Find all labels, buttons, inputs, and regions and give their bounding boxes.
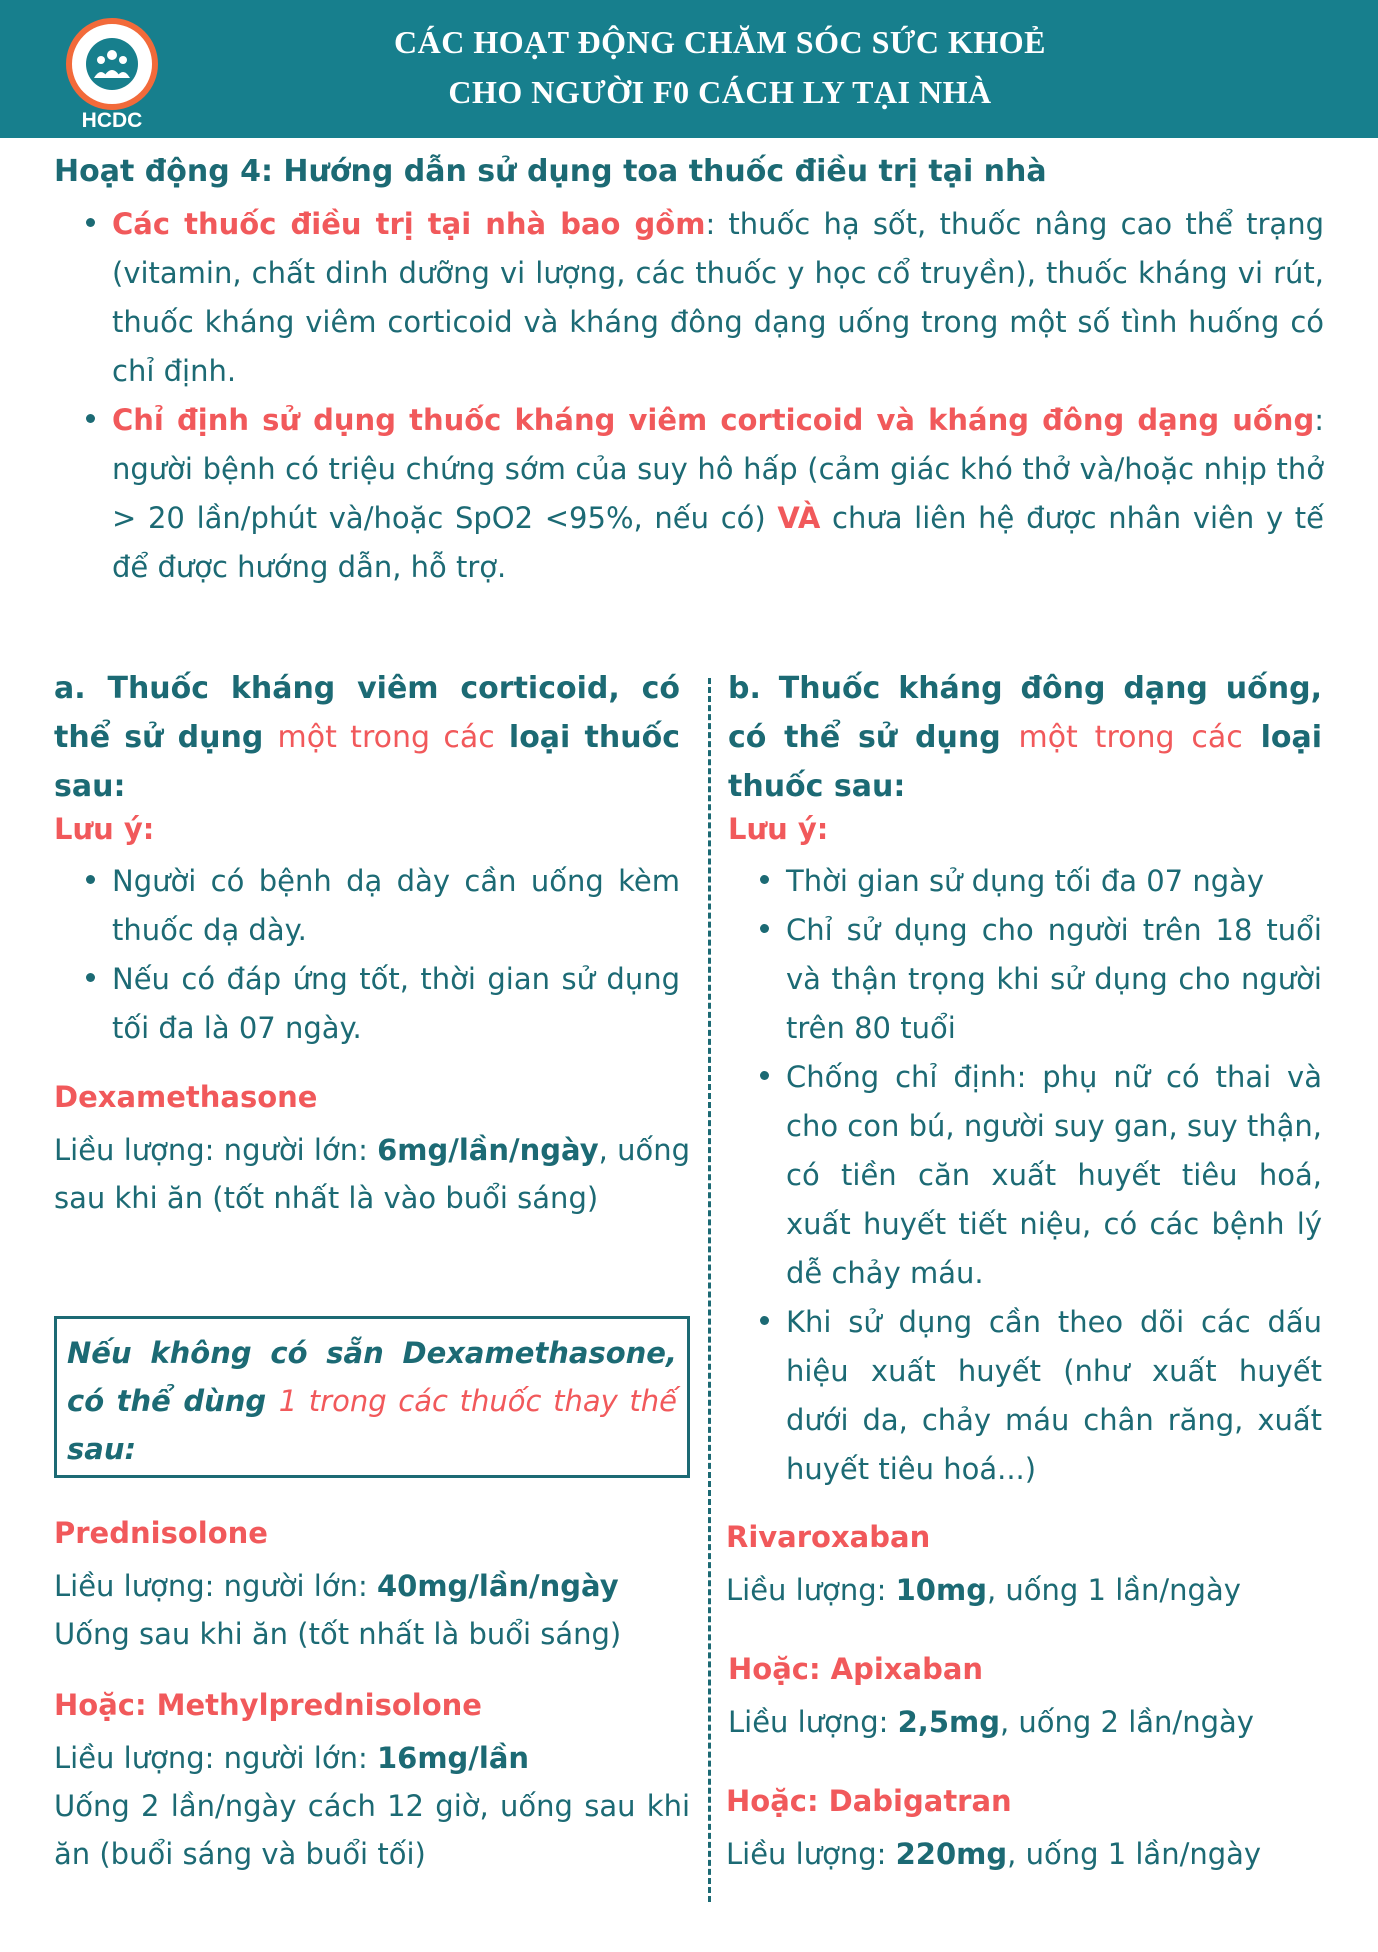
box-text: Nếu không có sẵn Dexamethasone, có thể dùng — [67, 1336, 677, 1418]
bullet-text: : người bệnh có triệu chứng sớm của suy hô hấp (cảm giác khó thở và/hoặc nhịp thở > 20 lần/phút và/hoặc SpO2 <95%, nếu có) — [112, 403, 1324, 535]
dose-label: Liều lượng: người lớn: — [54, 1741, 377, 1775]
drug-name-dexamethasone: Dexamethasone — [54, 1080, 318, 1114]
dose-value: 6mg/lần/ngày — [377, 1133, 599, 1167]
dose-note: , uống 1 lần/ngày — [986, 1573, 1241, 1607]
list-item — [54, 396, 1324, 592]
list-item — [728, 1053, 1322, 1298]
list-item — [54, 857, 680, 955]
list-item — [54, 200, 1324, 396]
dose-value: 220mg — [895, 1837, 1008, 1871]
bullet-icon — [760, 1316, 769, 1325]
emphasis-text: VÀ — [777, 501, 821, 535]
bullet-text: : thuốc hạ sốt, thuốc nâng cao thể trạng (vitamin, chất dinh dưỡng vi lượng, các thuốc y học cổ truyền), thuốc kháng vi rút, thuốc kháng viêm corticoid và kháng đông dạng uống trong một số tình huống có chỉ định. — [112, 207, 1324, 388]
list-item — [728, 857, 1322, 906]
drug-dose-dexamethasone — [54, 1126, 690, 1222]
note-text: Chỉ sử dụng cho người trên 18 tuổi và thận trọng khi sử dụng cho người trên 80 tuổi — [786, 913, 1322, 1045]
bullet-lead: Các thuốc điều trị tại nhà bao gồm — [112, 207, 706, 241]
drug-name-methylprednisolone: Hoặc: Methylprednisolone — [54, 1688, 482, 1722]
drug-dose-rivaroxaban — [726, 1566, 1346, 1614]
bullet-icon — [86, 218, 95, 227]
bullet-icon — [760, 924, 769, 933]
alternative-box — [54, 1316, 690, 1478]
dose-note: , uống sau khi ăn (tốt nhất là vào buổi sáng) — [54, 1133, 690, 1215]
bullet-icon — [760, 875, 769, 884]
bullet-icon — [86, 973, 95, 982]
dose-value: 2,5mg — [897, 1705, 1000, 1739]
note-text: Người có bệnh dạ dày cần uống kèm thuốc dạ dày. — [112, 864, 680, 947]
left-note-list — [54, 857, 680, 1053]
left-heading — [54, 664, 680, 811]
bullet-icon — [760, 1071, 769, 1080]
dose-label: Liều lượng: — [726, 1837, 896, 1871]
drug-dose-methylprednisolone — [54, 1734, 714, 1782]
drug-name-dabigatran: Hoặc: Dabigatran — [726, 1784, 1012, 1818]
drug-dose-apixaban — [728, 1698, 1348, 1746]
drug-note-methylprednisolone: Uống 2 lần/ngày cách 12 giờ, uống sau khi ăn (buổi sáng và buổi tối) — [54, 1789, 690, 1871]
note-text: Thời gian sử dụng tối đa 07 ngày — [786, 864, 1265, 898]
dose-label: Liều lượng: người lớn: — [54, 1569, 377, 1603]
drug-dose-prednisolone — [54, 1562, 714, 1610]
right-heading — [728, 664, 1322, 811]
drug-name-apixaban: Hoặc: Apixaban — [728, 1652, 984, 1686]
dose-value: 40mg/lần/ngày — [376, 1569, 619, 1603]
dose-value: 10mg — [895, 1573, 987, 1607]
dose-label: Liều lượng: — [728, 1705, 898, 1739]
dose-label: Liều lượng: người lớn: — [54, 1133, 378, 1167]
bullet-text-tail: chưa liên hệ được nhân viên y tế để được hướng dẫn, hỗ trợ. — [112, 501, 1324, 584]
bullet-lead: Chỉ định sử dụng thuốc kháng viêm corticoid và kháng đông dạng uống — [112, 403, 1315, 437]
drug-name-prednisolone: Prednisolone — [54, 1516, 268, 1550]
right-note-label: Lưu ý: — [728, 812, 829, 846]
activity-title: Hoạt động 4: Hướng dẫn sử dụng toa thuốc điều trị tại nhà — [54, 154, 1047, 189]
left-note-label: Lưu ý: — [54, 812, 155, 846]
drug-note-prednisolone: Uống sau khi ăn (tốt nhất là buổi sáng) — [54, 1617, 622, 1651]
logo-text: HCDC — [81, 109, 143, 132]
list-item — [728, 906, 1322, 1053]
page-title-line2: CHO NGƯỜI F0 CÁCH LY TẠI NHÀ — [448, 74, 992, 110]
column-divider — [708, 678, 711, 1902]
list-item — [728, 1298, 1322, 1494]
dose-note: , uống 2 lần/ngày — [999, 1705, 1254, 1739]
note-text: Nếu có đáp ứng tốt, thời gian sử dụng tối đa là 07 ngày. — [112, 962, 680, 1045]
drug-dose-dabigatran — [726, 1830, 1346, 1878]
box-red-text: 1 trong các thuốc thay thế — [278, 1384, 677, 1418]
left-heading-tail: loại thuốc sau: — [54, 720, 680, 804]
box-tail: sau: — [67, 1432, 137, 1466]
drug-name-rivaroxaban: Rivaroxaban — [726, 1520, 931, 1554]
people-icon — [86, 38, 138, 90]
dose-value: 16mg/lần — [376, 1741, 530, 1775]
right-heading-red: một trong các — [1018, 720, 1243, 755]
hcdc-logo — [66, 18, 158, 110]
note-text: Chống chỉ định: phụ nữ có thai và cho con bú, người suy gan, suy thận, có tiền căn xuất huyết tiêu hoá, xuất huyết tiết niệu, có các bệnh lý dễ chảy máu. — [786, 1060, 1322, 1290]
bullet-icon — [86, 875, 95, 884]
right-heading-text: b. Thuốc kháng đông dạng uống, có thể sử dụng — [728, 671, 1322, 755]
alternative-text — [67, 1329, 677, 1473]
bullet-icon — [86, 414, 95, 423]
list-item — [54, 955, 680, 1053]
right-heading-tail: loại thuốc sau: — [728, 720, 1323, 804]
right-note-list — [728, 857, 1322, 1494]
activity-bullet-list — [54, 200, 1324, 592]
left-heading-text: a. Thuốc kháng viêm corticoid, có thể sử dụng — [54, 671, 680, 755]
dose-note: , uống 1 lần/ngày — [1007, 1837, 1262, 1871]
header-banner — [0, 0, 1378, 138]
dose-label: Liều lượng: — [726, 1573, 896, 1607]
left-heading-red: một trong các — [277, 720, 495, 755]
note-text: Khi sử dụng cần theo dõi các dấu hiệu xuất huyết (như xuất huyết dưới da, chảy máu chân răng, xuất huyết tiêu hoá...) — [786, 1305, 1322, 1486]
page-title-line1: CÁC HOẠT ĐỘNG CHĂM SÓC SỨC KHOẺ — [394, 24, 1046, 60]
